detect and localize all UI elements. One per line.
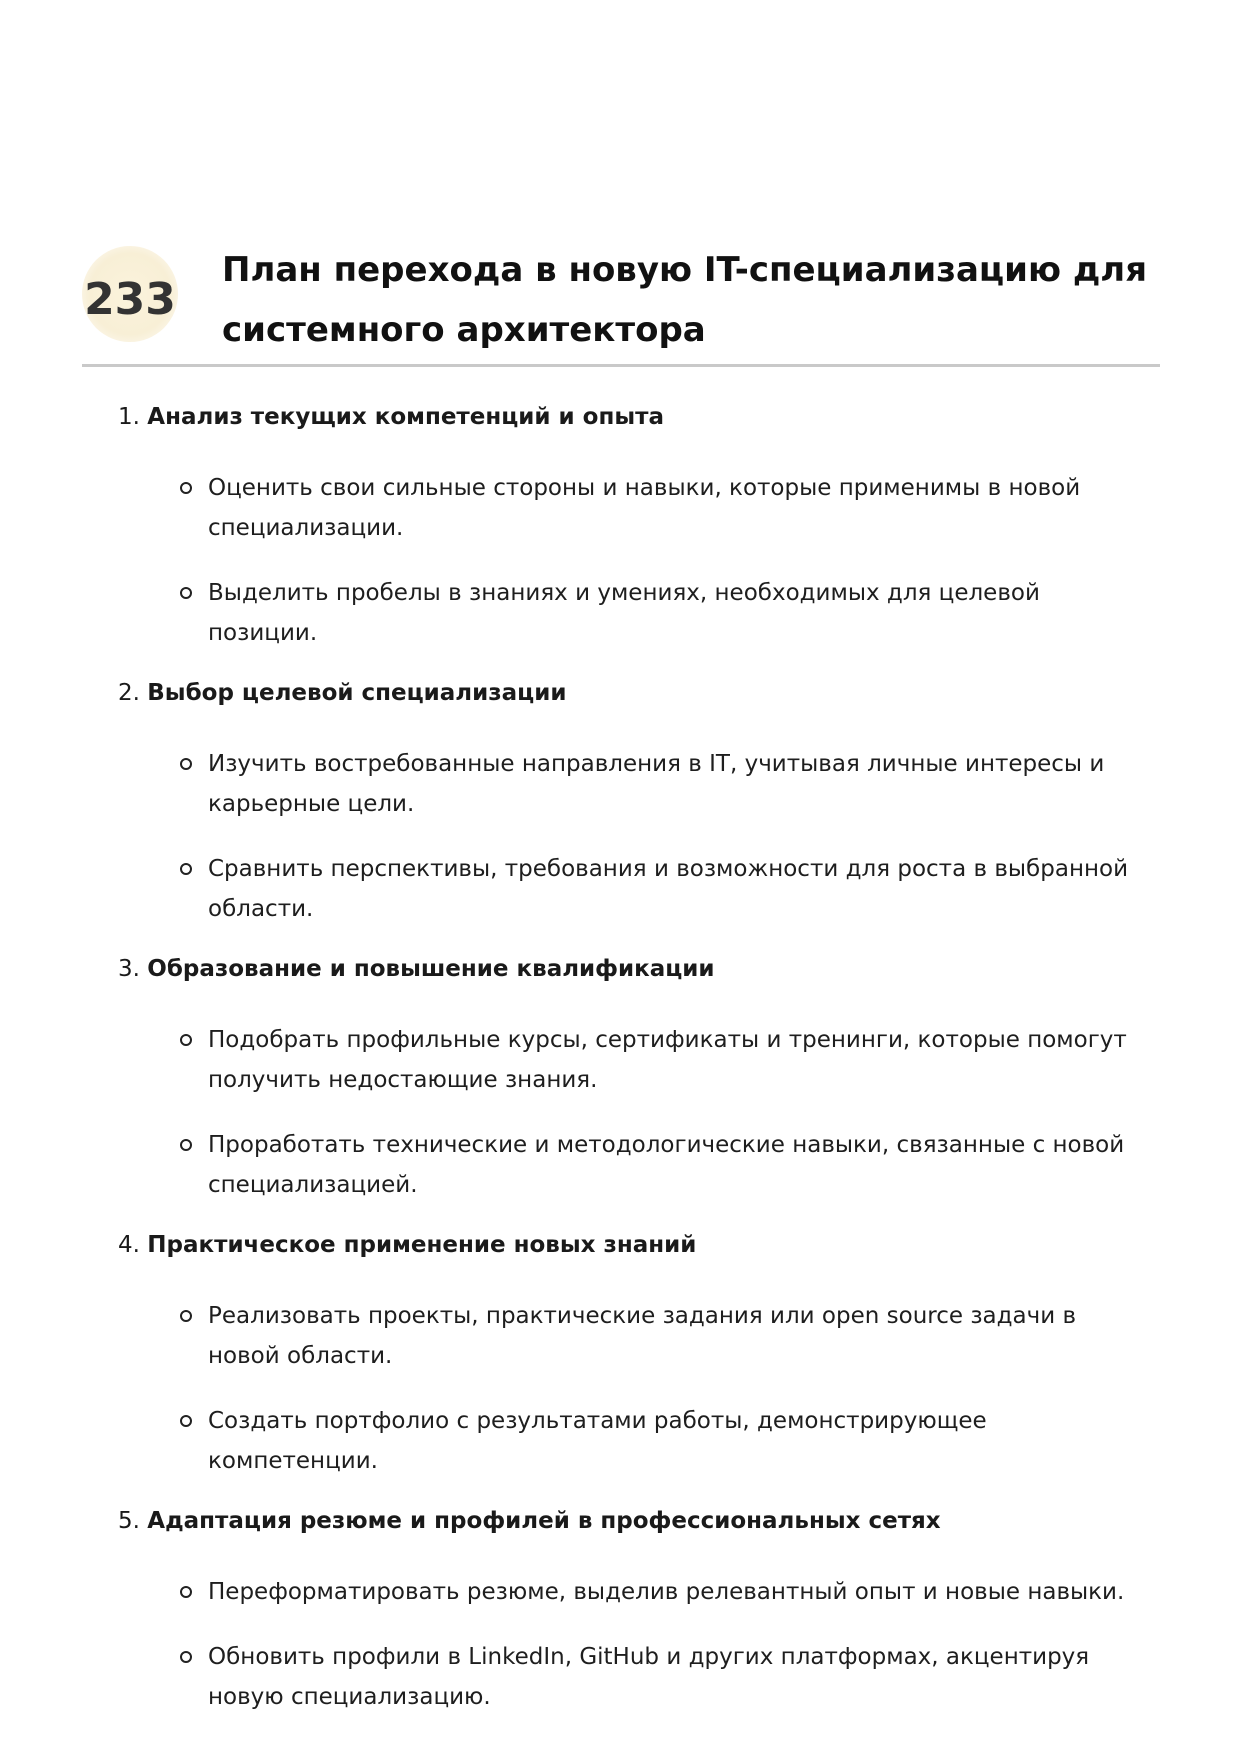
page-header (82, 240, 1160, 367)
list-item-text: Обновить профили в LinkedIn, GitHub и других платформах, акцентируя новую специализацию. (208, 1644, 1090, 1710)
plan-step-heading (118, 678, 1138, 708)
plan-step-5 (118, 1506, 1138, 1717)
list-item-text: Проработать технические и методологические навыки, связанные с новой специализацией. (208, 1132, 1125, 1198)
list-item-text: Создать портфолио с результатами работы, демонстрирующее компетенции. (208, 1408, 987, 1474)
plan-step-number: 4. (118, 1232, 140, 1258)
plan-step-4 (118, 1230, 1138, 1481)
circle-bullet-icon (180, 863, 192, 875)
circle-bullet-icon (180, 482, 192, 494)
list-item-text: Реализовать проекты, практические задания или open source задачи в новой области. (208, 1303, 1077, 1369)
plan-list (118, 402, 1138, 1742)
circle-bullet-icon (180, 587, 192, 599)
plan-step-title: Адаптация резюме и профилей в профессиональных сетях (147, 1508, 941, 1534)
plan-step-title: Анализ текущих компетенций и опыта (147, 404, 665, 430)
circle-bullet-icon (180, 1310, 192, 1322)
circle-bullet-icon (180, 1139, 192, 1151)
circle-bullet-icon (180, 1415, 192, 1427)
plan-step-heading (118, 1506, 1138, 1536)
list-item (118, 1125, 1138, 1205)
list-item-text: Оценить свои сильные стороны и навыки, которые применимы в новой специализации. (208, 475, 1081, 541)
plan-step-3 (118, 954, 1138, 1205)
plan-step-number: 3. (118, 956, 140, 982)
list-item-text: Изучить востребованные направления в IT, учитывая личные интересы и карьерные цели. (208, 751, 1105, 817)
page-title (222, 240, 1162, 360)
circle-bullet-icon (180, 758, 192, 770)
list-item (118, 468, 1138, 548)
page-title-line-1: План перехода в новую IT-специализацию для (222, 250, 1148, 290)
plan-step-number: 5. (118, 1508, 140, 1534)
plan-step-title: Практическое применение новых знаний (147, 1232, 697, 1258)
list-item-text: Сравнить перспективы, требования и возможности для роста в выбранной области. (208, 856, 1129, 922)
plan-step-heading (118, 402, 1138, 432)
plan-step-title: Выбор целевой специализации (147, 680, 567, 706)
page-number-badge (82, 246, 178, 342)
list-item-text: Выделить пробелы в знаниях и умениях, необходимых для целевой позиции. (208, 580, 1040, 646)
circle-bullet-icon (180, 1651, 192, 1663)
list-item (118, 1637, 1138, 1717)
circle-bullet-icon (180, 1586, 192, 1598)
list-item (118, 1572, 1138, 1612)
plan-step-number: 1. (118, 404, 140, 430)
plan-step-heading (118, 954, 1138, 984)
list-item (118, 849, 1138, 929)
plan-step-1 (118, 402, 1138, 653)
plan-step-heading (118, 1230, 1138, 1260)
list-item-text: Подобрать профильные курсы, сертификаты и тренинги, которые помогут получить недостающие знания. (208, 1027, 1127, 1093)
list-item (118, 1296, 1138, 1376)
list-item (118, 1020, 1138, 1100)
list-item (118, 573, 1138, 653)
list-item (118, 744, 1138, 824)
circle-bullet-icon (180, 1034, 192, 1046)
plan-step-2 (118, 678, 1138, 929)
list-item-text: Переформатировать резюме, выделив релевантный опыт и новые навыки. (208, 1579, 1125, 1605)
plan-step-title: Образование и повышение квалификации (147, 956, 715, 982)
page-title-line-2: системного архитектора (222, 310, 706, 350)
list-item (118, 1401, 1138, 1481)
page-number: 233 (84, 274, 176, 325)
plan-step-number: 2. (118, 680, 140, 706)
